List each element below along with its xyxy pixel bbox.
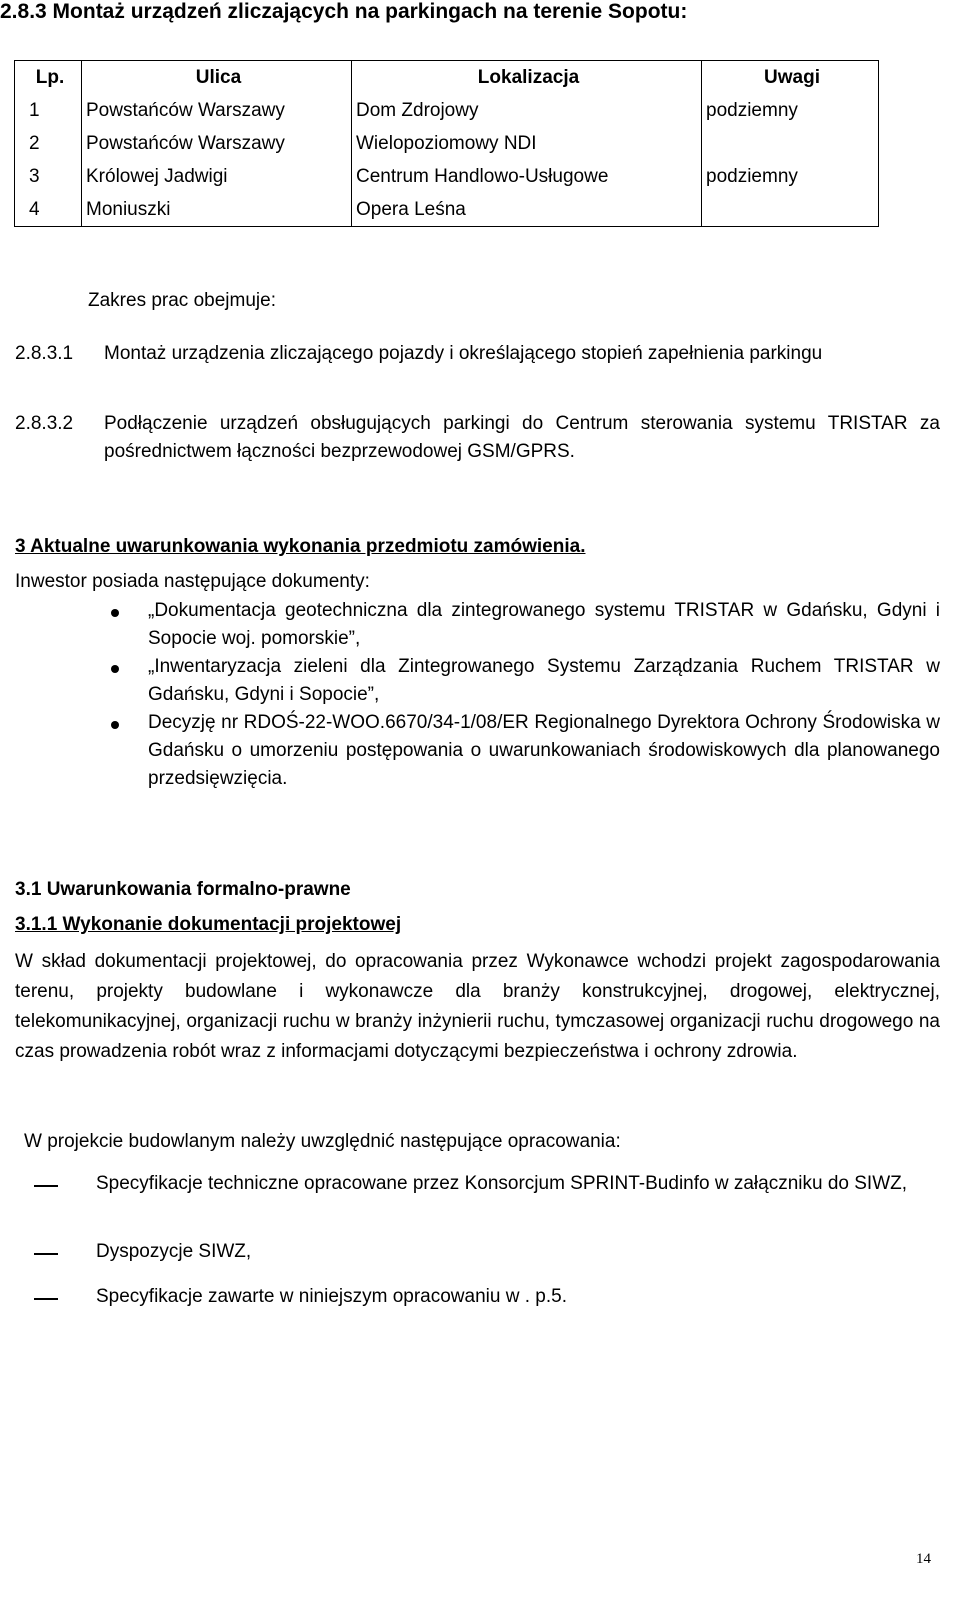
cell-uwagi: podziemny: [702, 94, 879, 127]
cell-ulica: Moniuszki: [82, 193, 352, 227]
bullet-icon: [111, 721, 119, 729]
section-3-intro: Inwestor posiada następujące dokumenty:: [15, 571, 370, 592]
scope-label: Zakres prac obejmuje:: [88, 290, 276, 311]
header-lokalizacja: Lokalizacja: [352, 61, 702, 95]
document-list-item: „Dokumentacja geotechniczna dla zintegrowanego systemu TRISTAR w Gdańsku, Gdyni i Sopocie woj. pomorskie”,: [148, 600, 940, 649]
scope-item-1-number: 2.8.3.1: [15, 343, 74, 364]
required-document-item: Specyfikacje zawarte w niniejszym opracowaniu w . p.5.: [96, 1286, 567, 1307]
header-lp: Lp.: [15, 61, 82, 95]
scope-item-2-text: Podłączenie urządzeń obsługujących parkingi do Centrum sterowania systemu TRISTAR za pośrednictwem łączności bezprzewodowej GSM/GPRS.: [104, 413, 940, 462]
table-header-row: [15, 61, 879, 95]
cell-lp: 2: [15, 127, 82, 160]
cell-ulica: Królowej Jadwigi: [82, 160, 352, 193]
table-row: [15, 127, 879, 160]
page-number: 14: [916, 1551, 931, 1567]
cell-lokalizacja: Opera Leśna: [352, 193, 702, 227]
cell-lp: 1: [15, 94, 82, 127]
section-3-heading: 3 Aktualne uwarunkowania wykonania przedmiotu zamówienia.: [15, 536, 586, 557]
cell-lp: 4: [15, 193, 82, 227]
cell-ulica: Powstańców Warszawy: [82, 127, 352, 160]
table-row: [15, 160, 879, 193]
cell-lokalizacja: Centrum Handlowo-Usługowe: [352, 160, 702, 193]
scope-item-2-number: 2.8.3.2: [15, 413, 74, 434]
bullet-icon: [111, 665, 119, 673]
section-3-1-1-intro: W projekcie budowlanym należy uwzględnić następujące opracowania:: [24, 1131, 621, 1152]
section-2-8-3-heading: 2.8.3 Montaż urządzeń zliczających na parkingach na terenie Sopotu:: [0, 0, 688, 23]
cell-uwagi: [702, 193, 879, 227]
cell-lokalizacja: Wielopoziomowy NDI: [352, 127, 702, 160]
cell-uwagi: podziemny: [702, 160, 879, 193]
dash-icon: [34, 1298, 58, 1300]
document-list-item: „Inwentaryzacja zieleni dla Zintegrowanego Systemu Zarządzania Ruchem TRISTAR w Gdańsku, Gdyni i Sopocie”,: [148, 656, 940, 705]
header-uwagi: Uwagi: [702, 61, 879, 95]
header-ulica: Ulica: [82, 61, 352, 95]
cell-ulica: Powstańców Warszawy: [82, 94, 352, 127]
section-3-1-1-paragraph: W skład dokumentacji projektowej, do opracowania przez Wykonawce wchodzi projekt zagospodarowania terenu, projekty budowlane i wykonawcze dla branży konstrukcyjnej, drogowej, elektrycznej, telekomunikacyjnej, organizacji ruchu w branży inżynierii ruchu, tymczasowej organizacji ruchu drogowego na czas prowadzenia robót wraz z informacjami dotyczącymi bezpieczeństwa i ochrony zdrowia.: [15, 951, 940, 1062]
table-row: [15, 94, 879, 127]
dash-icon: [34, 1253, 58, 1255]
required-document-item: Specyfikacje techniczne opracowane przez Konsorcjum SPRINT-Budinfo w załączniku do SIWZ,: [96, 1173, 908, 1194]
parking-table: [14, 60, 879, 227]
document-list-item: Decyzję nr RDOŚ-22-WOO.6670/34-1/08/ER Regionalnego Dyrektora Ochrony Środowiska w Gdańsku o umorzeniu postępowania o uwarunkowaniach środowiskowych dla planowanego przedsięwzięcia.: [148, 712, 940, 789]
required-document-item: Dyspozycje SIWZ,: [96, 1241, 252, 1262]
cell-uwagi: [702, 127, 879, 160]
cell-lokalizacja: Dom Zdrojowy: [352, 94, 702, 127]
table-row: [15, 193, 879, 227]
section-3-1-1-heading: 3.1.1 Wykonanie dokumentacji projektowej: [15, 914, 402, 935]
scope-item-1-text: Montaż urządzenia zliczającego pojazdy i określającego stopień zapełnienia parkingu: [104, 343, 823, 364]
section-3-1-heading: 3.1 Uwarunkowania formalno-prawne: [15, 879, 351, 900]
dash-icon: [34, 1185, 58, 1187]
bullet-icon: [111, 609, 119, 617]
cell-lp: 3: [15, 160, 82, 193]
